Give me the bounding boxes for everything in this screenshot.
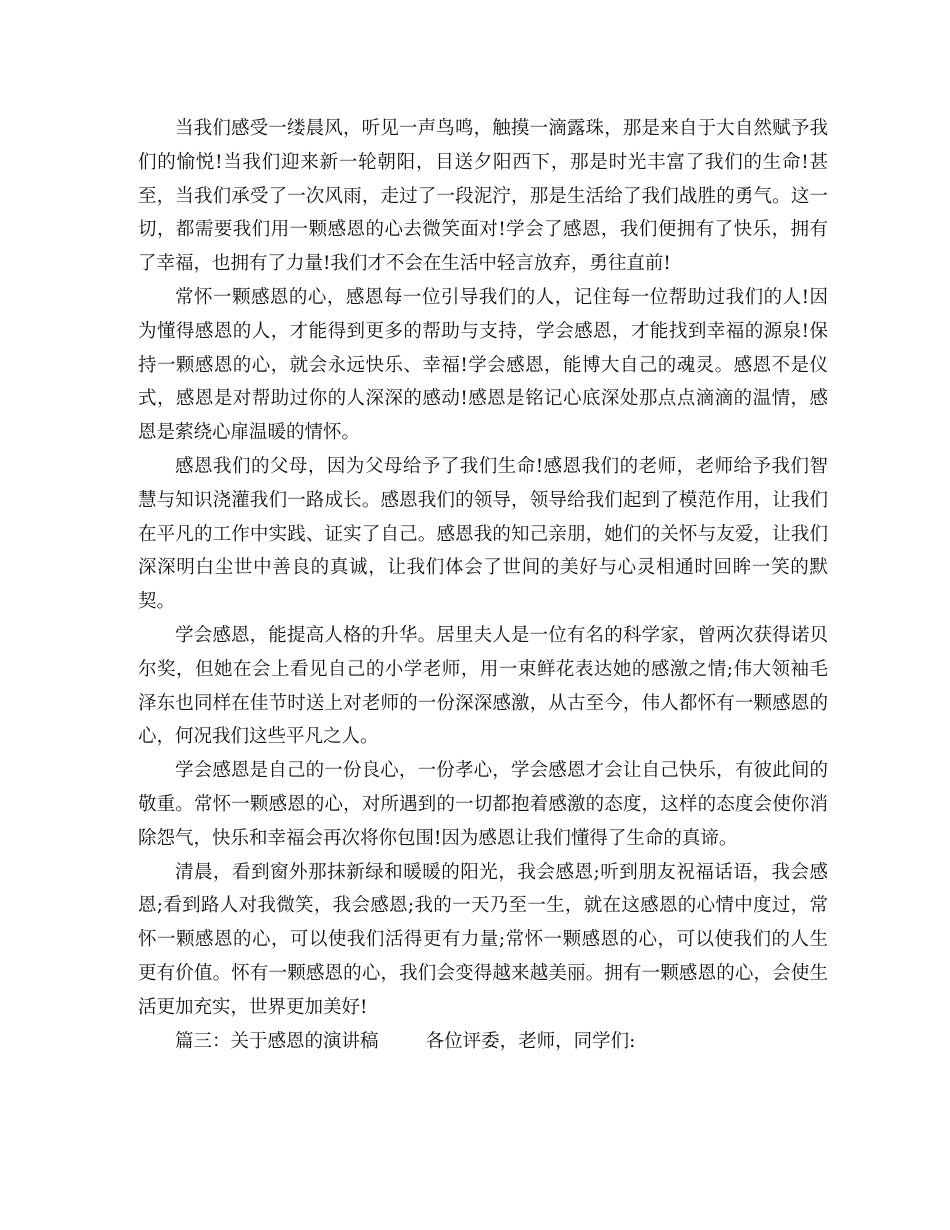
paragraph-6: 清晨，看到窗外那抹新绿和暖暖的阳光，我会感恩;听到朋友祝福话语，我会感恩;看到路人对我微笑，我会感恩;我的一天乃至一生，就在这感恩的心情中度过，常怀一颗感恩的心，可以使我们活得更有力量;常怀一颗感恩的心，可以使我们的人生更有价值。怀有一颗感恩的心，我们会变得越来越美丽。拥有一颗感恩的心，会使生活更加充实，世界更加美好! bbox=[138, 861, 828, 1018]
section-heading-line bbox=[138, 1025, 828, 1059]
salutation: 各位评委，老师，同学们: bbox=[425, 1030, 636, 1052]
paragraph-1: 当我们感受一缕晨风，听见一声鸟鸣，触摸一滴露珠，那是来自于大自然赋予我们的愉悦!当我们迎来新一轮朝阳，目送夕阳西下，那是时光丰富了我们的生命!甚至，当我们承受了一次风雨，走过了一段泥泞，那是生活给了我们战胜的勇气。这一切，都需要我们用一颗感恩的心去微笑面对!学会了感恩，我们便拥有了快乐，拥有了幸福，也拥有了力量!我们才不会在生活中轻言放弃，勇往直前! bbox=[138, 118, 828, 275]
document-body bbox=[138, 112, 828, 1058]
paragraph-5: 学会感恩是自己的一份良心，一份孝心，学会感恩才会让自己快乐，有彼此间的敬重。常怀一颗感恩的心，对所遇到的一切都抱着感激的态度，这样的态度会使你消除怨气，快乐和幸福会再次将你包围!因为感恩让我们懂得了生命的真谛。 bbox=[138, 760, 828, 849]
paragraph-2: 常怀一颗感恩的心，感恩每一位引导我们的人，记住每一位帮助过我们的人!因为懂得感恩的人，才能得到更多的帮助与支持，学会感恩，才能找到幸福的源泉!保持一颗感恩的心，就会永远快乐、幸福!学会感恩，能博大自己的魂灵。感恩不是仪式，感恩是对帮助过你的人深深的感动!感恩是铭记心底深处那点点滴滴的温情，感恩是萦绕心扉温暖的情怀。 bbox=[138, 286, 828, 444]
paragraph-3: 感恩我们的父母，因为父母给予了我们生命!感恩我们的老师，老师给予我们智慧与知识浇灌我们一路成长。感恩我们的领导，领导给我们起到了模范作用，让我们在平凡的工作中实践、证实了自己。感恩我的知己亲朋，她们的关怀与友爱，让我们深深明白尘世中善良的真诚，让我们体会了世间的美好与心灵相通时回眸一笑的默契。 bbox=[138, 455, 828, 613]
paragraph-4: 学会感恩，能提高人格的升华。居里夫人是一位有名的科学家，曾两次获得诺贝尔奖，但她在会上看见自己的小学老师，用一束鲜花表达她的感激之情;伟大领袖毛泽东也同样在佳节时送上对老师的一份深深感激，从古至今，伟人都怀有一颗感恩的心，何况我们这些平凡之人。 bbox=[138, 624, 828, 748]
section-heading: 篇三：关于感恩的演讲稿 bbox=[175, 1030, 379, 1052]
